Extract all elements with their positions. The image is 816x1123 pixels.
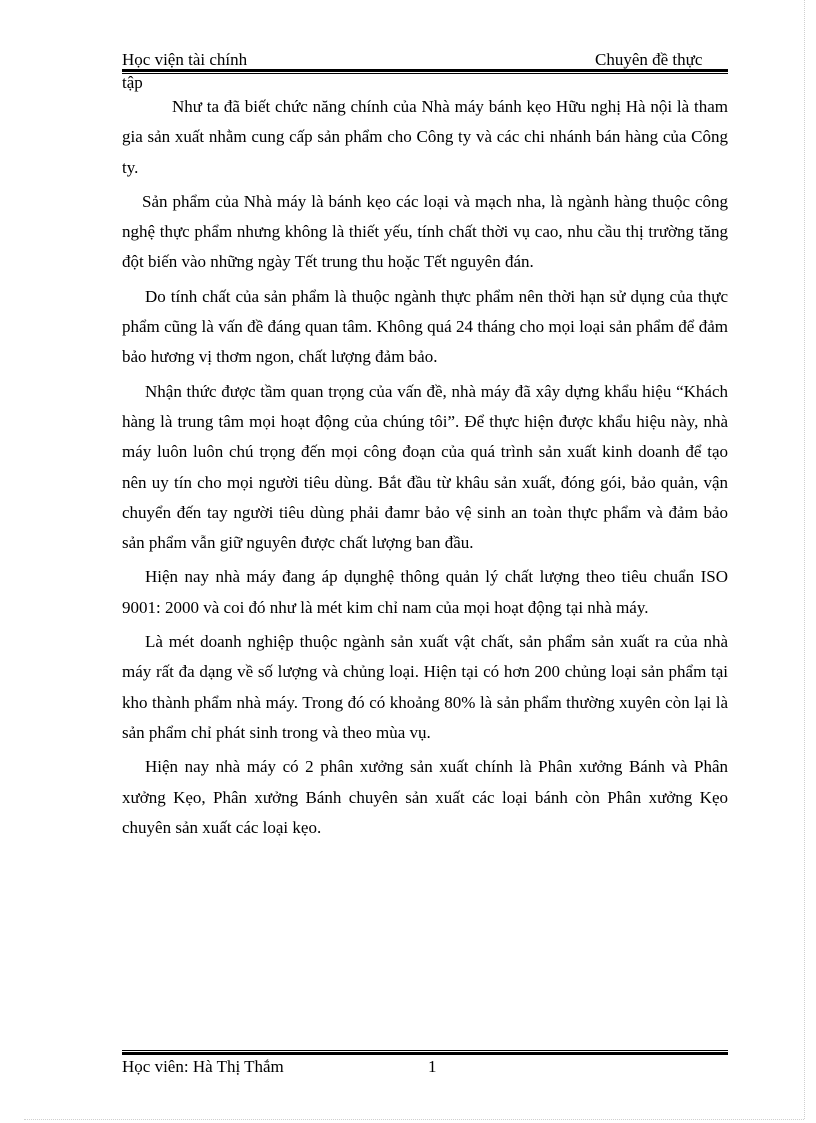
paragraph-5: Hiện nay nhà máy đang áp dụnghệ thông quản lý chất lượng theo tiêu chuẩn ISO 9001: 2000 và coi đó như là mét kim chỉ nam của mọi hoạt động tại nhà máy. (122, 567, 728, 617)
page-number: 1 (428, 1057, 437, 1076)
paragraph-6: Là mét doanh nghiệp thuộc ngành sản xuất vật chất, sản phẩm sản xuất ra của nhà máy rất đa dạng về số lượng và chủng loại. Hiện tại có hơn 200 chủng loại sản phẩm tại kho thành phẩm nhà máy. Trong đó có khoảng 80% là sản phẩm thường xuyên còn lại là sản phẩm chỉ phát sinh trong và theo mùa vụ. (122, 632, 728, 742)
footer-rule-thick (122, 1052, 728, 1055)
header-row (122, 50, 728, 69)
paragraph-7: Hiện nay nhà máy có 2 phân xưởng sản xuất chính là Phân xưởng Bánh và Phân xưởng Kẹo, Phân xưởng Bánh chuyên sản xuất các loại bánh còn Phân xưởng Kẹo chuyên sản xuất các loại kẹo. (122, 757, 728, 837)
page-margin-guide-bottom (24, 1119, 804, 1120)
footer-rule (122, 1050, 728, 1055)
page-margin-guide-right (804, 0, 805, 1119)
document-body (122, 92, 728, 847)
footer-rule-thin (122, 1050, 728, 1051)
header-rule-thin (122, 73, 728, 74)
header-title: Chuyên đề thực (595, 50, 703, 69)
page-header (122, 50, 728, 69)
paragraph-2: Sản phẩm của Nhà máy là bánh kẹo các loại và mạch nha, là ngành hàng thuộc công nghệ thực phẩm nhưng không là thiết yếu, tính chất thời vụ cao, nhu cầu thị trường tăng đột biến vào những ngày Tết trung thu hoặc Tết nguyên đán. (122, 191, 728, 272)
paragraph-3: Do tính chất của sản phẩm là thuộc ngành thực phẩm nên thời hạn sử dụng của thực phẩm cũng là vấn đề đáng quan tâm. Không quá 24 tháng cho mọi loại sản phẩm để đảm bảo hương vị thơm ngon, chất lượng đảm bảo. (122, 286, 728, 367)
footer-student: Học viên: Hà Thị Thắm (122, 1057, 284, 1076)
paragraph-4: Nhận thức được tầm quan trọng của vấn đề, nhà máy đã xây dựng khẩu hiệu “Khách hàng là trung tâm mọi hoạt động của chúng tôi”. Để thực hiện được khẩu hiệu này, nhà máy luôn luôn chú trọng đến mọi công đoạn của quá trình sản xuất kinh doanh để tạo nên uy tín cho mọi người tiêu dùng. Bắt đầu từ khâu sản xuất, đóng gói, bảo quản, vận chuyển đến tay người tiêu dùng phải đamr bảo vệ sinh an toàn thực phẩm và đảm bảo sản phẩm vẫn giữ nguyên được chất lượng ban đầu. (122, 381, 728, 553)
header-rule-thick (122, 69, 728, 72)
header-rule (122, 69, 728, 74)
header-institution: Học viện tài chính (122, 50, 248, 69)
header-title-wrap: tập (122, 73, 143, 92)
paragraph-1: Như ta đã biết chức năng chính của Nhà máy bánh kẹo Hữu nghị Hà nội là tham gia sản xuất nhằm cung cấp sản phẩm cho Công ty và các chi nhánh bán hàng của Công ty. (122, 97, 728, 177)
